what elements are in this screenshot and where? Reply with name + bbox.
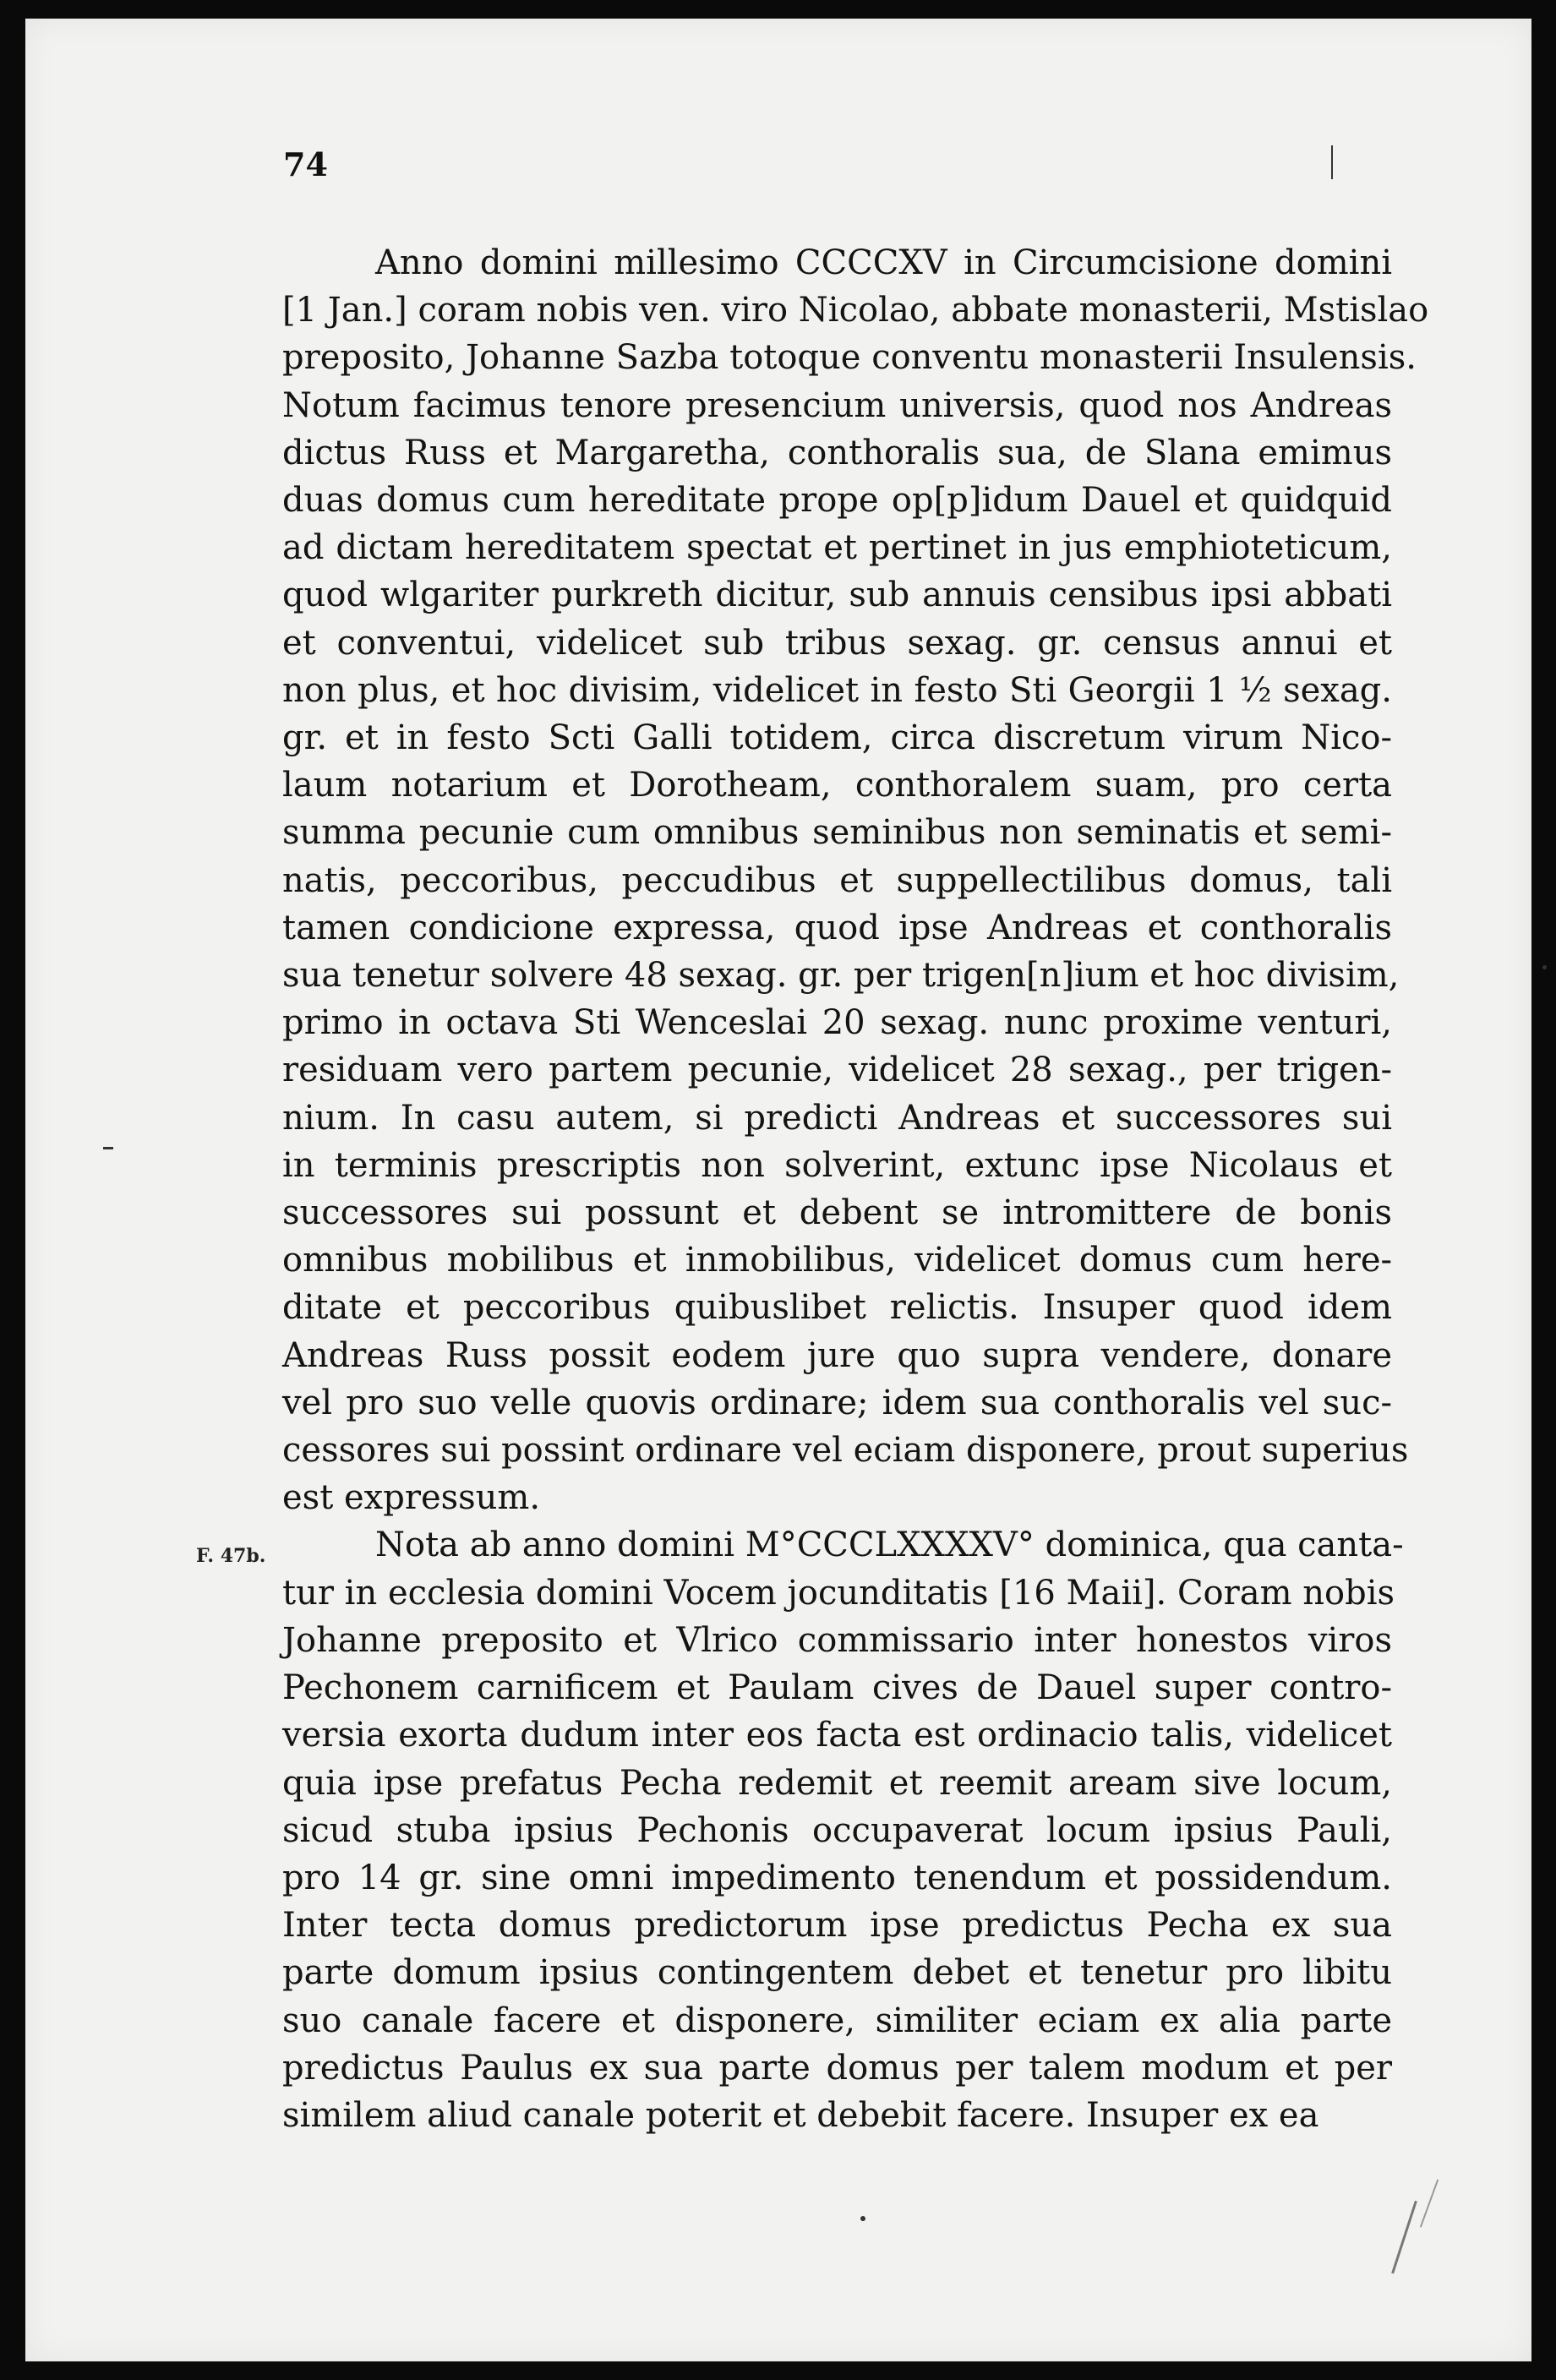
text-line: Nota ab anno domini M°CCCLXXXXV° dominica, qua canta- (375, 1526, 1404, 1565)
text-line: sicud stuba ipsius Pechonis occupaverat locum ipsius Pauli, (282, 1810, 1392, 1850)
page-number: 74 (283, 145, 328, 183)
paragraph-2 (282, 1521, 1404, 2139)
scan-artifact-line (1331, 145, 1333, 179)
text-line: duas domus cum hereditate prope op[p]idum Dauel et quidquid (282, 481, 1392, 521)
text-line: preposito, Johanne Sazba totoque conventu monasterii Insulensis. (282, 338, 1417, 378)
text-line: in terminis prescriptis non solverint, extunc ipse Nicolaus et (282, 1145, 1392, 1185)
text-line: non plus, et hoc divisim, videlicet in festo Sti Georgii 1 ½ sexag. (282, 670, 1392, 710)
text-line: Andreas Russ possit eodem jure quo supra vendere, donare (282, 1335, 1392, 1375)
text-line: residuam vero partem pecunie, videlicet 28 sexag., per trigen- (282, 1051, 1392, 1090)
text-line: sua tenetur solvere 48 sexag. gr. per trigen[n]ium et hoc divisim, (282, 956, 1400, 996)
text-line: vel pro suo velle quovis ordinare; idem sua conthoralis vel suc- (282, 1383, 1392, 1422)
scan-artifact-dash (103, 1147, 113, 1149)
text-line: tamen condicione expressa, quod ipse Andreas et conthoralis (282, 908, 1392, 947)
body-text (282, 239, 1429, 2139)
text-line: Johanne preposito et Vlrico commissario inter honestos viros (282, 1620, 1392, 1660)
text-line: est expressum. (282, 1478, 541, 1518)
text-line: predictus Paulus ex sua parte domus per talem modum et per (282, 2048, 1392, 2088)
text-line: laum notarium et Dorotheam, conthoralem suam, pro certa (282, 766, 1392, 805)
text-line: Anno domini millesimo CCCCXV in Circumcisione domini (375, 243, 1392, 282)
text-line: Pechonem carnificem et Paulam cives de Dauel super contro- (282, 1668, 1392, 1708)
text-line: gr. et in festo Scti Galli totidem, circa discretum virum Nico- (282, 718, 1392, 758)
scan-artifact-stroke (1391, 2201, 1417, 2274)
text-line: Inter tecta domus predictorum ipse predictus Pecha ex sua (282, 1906, 1392, 1946)
text-line: ad dictam hereditatem spectat et pertinet in jus emphioteticum, (282, 528, 1392, 568)
folio-marginal-note: F. 47b. (196, 1545, 266, 1567)
text-line: omnibus mobilibus et inmobilibus, videlicet domus cum here- (282, 1241, 1392, 1280)
paragraph-1 (282, 239, 1429, 1521)
text-line: suo canale facere et disponere, similiter eciam ex alia parte (282, 2001, 1392, 2040)
text-line: similem aliud canale poterit et debebit facere. Insuper ex ea (282, 2095, 1319, 2135)
text-line: dictus Russ et Margaretha, conthoralis sua, de Slana emimus (282, 433, 1392, 472)
text-line: versia exorta dudum inter eos facta est ordinacio talis, videlicet (282, 1716, 1392, 1755)
scan-artifact-stroke-small (1420, 2179, 1439, 2227)
text-line: quia ipse prefatus Pecha redemit et reemit aream sive locum, (282, 1763, 1392, 1803)
text-line: cessores sui possint ordinare vel eciam disponere, prout superius (282, 1431, 1409, 1471)
text-line: tur in ecclesia domini Vocem jocunditatis [16 Maii]. Coram nobis (282, 1573, 1395, 1613)
text-line: [1 Jan.] coram nobis ven. viro Nicolao, abbate monasterii, Mstislao (282, 291, 1429, 330)
text-line: pro 14 gr. sine omni impedimento tenendum et possidendum. (282, 1858, 1392, 1897)
scan-artifact-dot-bottom (860, 2216, 865, 2221)
text-line: nium. In casu autem, si predicti Andreas et successores sui (282, 1098, 1392, 1138)
text-line: ditate et peccoribus quibuslibet relictis. Insuper quod idem (282, 1288, 1392, 1328)
text-line: primo in octava Sti Wenceslai 20 sexag. nunc proxime venturi, (282, 1003, 1392, 1043)
scan-artifact-dot (1542, 965, 1547, 969)
text-line: parte domum ipsius contingentem debet et tenetur pro libitu (282, 1953, 1392, 1993)
text-line: et conventui, videlicet sub tribus sexag. gr. census annui et (282, 623, 1392, 663)
text-line: quod wlgariter purkreth dicitur, sub annuis censibus ipsi abbati (282, 576, 1392, 615)
text-line: successores sui possunt et debent se intromittere de bonis (282, 1193, 1392, 1233)
text-line: natis, peccoribus, peccudibus et suppellectilibus domus, tali (282, 860, 1392, 900)
text-line: summa pecunie cum omnibus seminibus non seminatis et semi- (282, 813, 1392, 853)
text-line: Notum facimus tenore presencium universis, quod nos Andreas (282, 385, 1392, 425)
